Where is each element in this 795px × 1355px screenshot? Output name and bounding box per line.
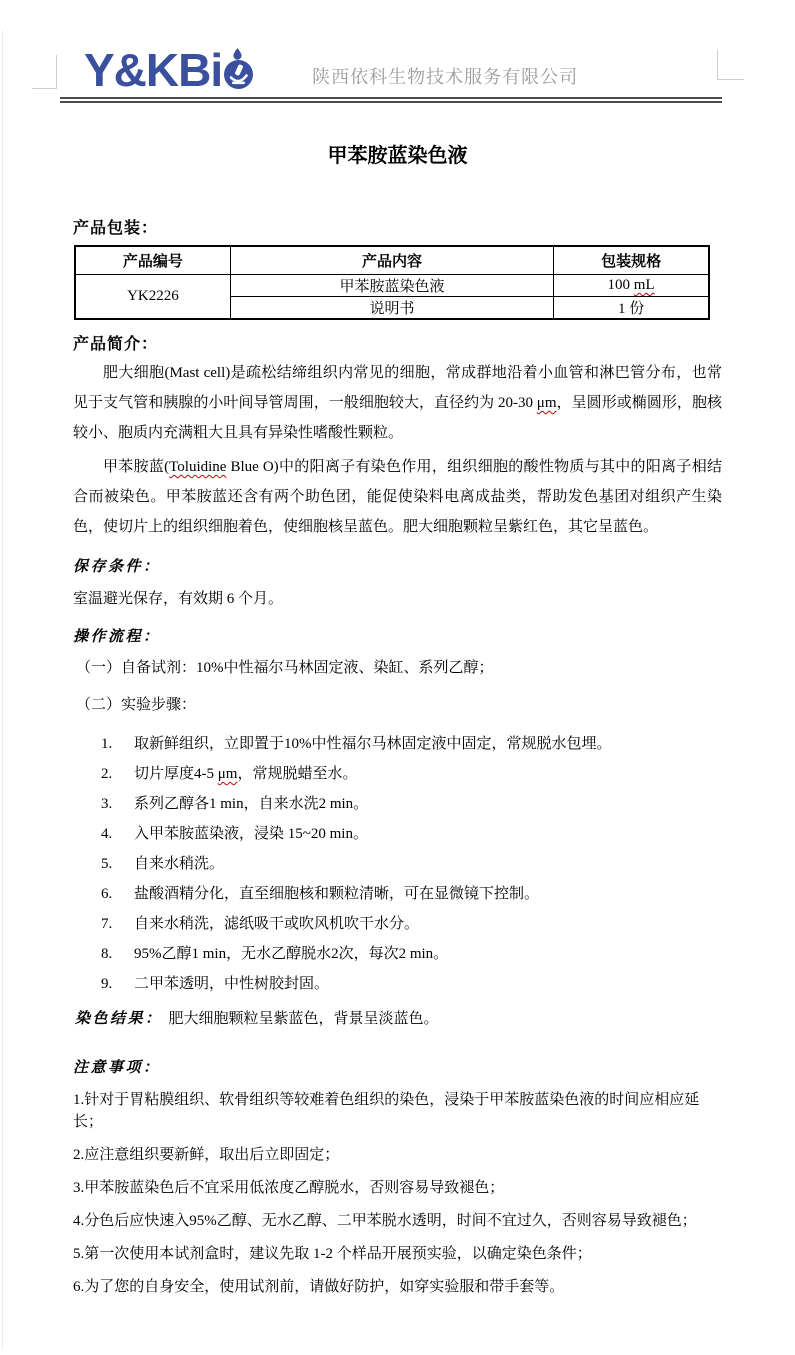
section-heading-procedure: 操作流程： <box>73 629 161 645</box>
packaging-table <box>74 245 710 320</box>
intro-paragraph-1 <box>73 358 722 448</box>
note-item-2: 2.应注意组织要新鲜，取出后立即固定； <box>73 1147 340 1163</box>
note-item-5: 5.第一次使用本试剂盒时，建议先取 1-2 个样品开展预实验，以确定染色条件； <box>73 1246 592 1262</box>
section-heading-storage: 保存条件： <box>73 559 161 575</box>
spellcheck-word: μm <box>217 766 238 782</box>
notes-list <box>73 1089 722 1298</box>
step-number: 8. <box>101 946 113 962</box>
step-item-7 <box>73 914 722 935</box>
step-number: 5. <box>101 856 113 872</box>
result-text: 肥大细胞颗粒呈紫蓝色，背景呈淡蓝色。 <box>168 1011 439 1027</box>
step-text: 系列乙醇各1 min，自来水洗2 min。 <box>134 796 369 812</box>
step-item-3 <box>73 794 722 815</box>
paragraph-text: 肥大细胞(Mast cell)是疏松结缔组织内常见的细胞，常成群地沿着小血管和淋巴管分布，也常见于支气管和胰腺的小叶间导管周围，一般细胞较大，直径约为 20-30 <box>73 365 722 411</box>
step-number: 4. <box>101 826 113 842</box>
step-number: 1. <box>101 736 113 752</box>
procedure-part1: （一）自备试剂：10%中性福尔马林固定液、染缸、系列乙醇； <box>76 660 494 676</box>
pack-spec-cell <box>554 275 709 297</box>
storage-text: 室温避光保存，有效期 6 个月。 <box>73 591 284 607</box>
step-item-4 <box>73 824 722 845</box>
step-text: 二甲苯透明，中性树胶封固。 <box>134 976 330 992</box>
product-content-cell: 说明书 <box>230 297 553 320</box>
col-header-product-content: 产品内容 <box>230 246 553 275</box>
step-text: 盐酸酒精分化，直至细胞核和颗粒清晰，可在显微镜下控制。 <box>134 886 540 902</box>
staining-result <box>75 1008 722 1030</box>
step-text: 95%乙醇1 min，无水乙醇脱水2次，每次2 min。 <box>134 946 449 962</box>
table-row <box>75 275 709 297</box>
step-item-5 <box>73 854 722 875</box>
procedure-steps-list <box>73 734 722 995</box>
step-item-1 <box>73 734 722 755</box>
document-title: 甲苯胺蓝染色液 <box>327 145 468 167</box>
company-name: 陕西依科生物技术服务有限公司 <box>312 67 579 87</box>
step-number: 6. <box>101 886 113 902</box>
section-heading-intro: 产品简介： <box>73 336 159 353</box>
step-text: ，常规脱蜡至水。 <box>237 766 358 782</box>
note-item-3: 3.甲苯胺蓝染色后不宜采用低浓度乙醇脱水，否则容易导致褪色； <box>73 1180 505 1196</box>
col-header-product-code: 产品编号 <box>75 246 230 275</box>
procedure-part2: （二）实验步骤： <box>76 697 197 713</box>
step-text: 入甲苯胺蓝染液，浸染 15~20 min。 <box>134 826 368 842</box>
spec-number: 100 <box>607 277 634 293</box>
col-header-pack-spec: 包装规格 <box>554 246 709 275</box>
note-item-4: 4.分色后应快速入95%乙醇、无水乙醇、二甲苯脱水透明，时间不宜过久，否则容易导致褪色； <box>73 1213 697 1229</box>
step-text: 自来水稍洗，滤纸吸干或吹风机吹干水分。 <box>134 916 420 932</box>
spellcheck-word: μm <box>536 395 557 411</box>
step-number: 7. <box>101 916 113 932</box>
step-item-9 <box>73 974 722 995</box>
section-heading-packaging: 产品包装： <box>73 220 159 237</box>
note-item-1: 1.针对于胃粘膜组织、软骨组织等较难着色组织的染色，浸染于甲苯胺蓝染色液的时间应相应延长； <box>73 1092 700 1130</box>
droplet-icon <box>233 48 242 60</box>
step-text: 取新鲜组织，立即置于10%中性福尔马林固定液中固定，常规脱水包埋。 <box>134 736 612 752</box>
paragraph-text: ，呈圆形或椭圆形，胞核较小、胞质内充满粗大且具有异染性嗜酸性颗粒。 <box>73 395 722 441</box>
spellcheck-word: Toluidine <box>169 459 227 475</box>
product-code-cell: YK2226 <box>75 275 230 320</box>
document-body <box>73 215 722 1298</box>
note-item-6: 6.为了您的自身安全，使用试剂前，请做好防护，如穿实验服和带手套等。 <box>73 1279 565 1295</box>
page-edge-line <box>2 30 3 1350</box>
step-text: 自来水稍洗。 <box>134 856 225 872</box>
step-item-2 <box>73 764 722 785</box>
header-divider <box>60 97 722 103</box>
microscope-icon <box>223 59 254 90</box>
step-number: 9. <box>101 976 113 992</box>
paragraph-text: 甲苯胺蓝( <box>103 459 170 475</box>
logo-text: Y&KBi <box>84 43 223 96</box>
step-item-6 <box>73 884 722 905</box>
paragraph-text: Blue O)中的阳离子有染色作用，组织细胞的酸性物质与其中的阳离子相结合而被染色。甲苯胺蓝还含有两个助色团，能促使染料电离成盐类，帮助发色基团对组织产生染色，使切片上的组织细胞着色，使细胞核呈蓝色。肥大细胞颗粒呈紫红色，其它呈蓝色。 <box>73 459 722 535</box>
table-header-row <box>75 246 709 275</box>
step-number: 2. <box>101 766 113 782</box>
product-content-cell: 甲苯胺蓝染色液 <box>230 275 553 297</box>
result-label: 染色结果： <box>75 1011 163 1027</box>
step-text: 切片厚度4-5 <box>134 766 218 782</box>
pack-spec-cell: 1 份 <box>554 297 709 320</box>
step-item-8 <box>73 944 722 965</box>
spec-unit-spellcheck: mL <box>633 277 655 293</box>
intro-paragraph-2 <box>73 452 722 542</box>
step-number: 3. <box>101 796 113 812</box>
letterhead <box>0 0 795 96</box>
company-logo <box>84 43 254 96</box>
section-heading-notes: 注意事项： <box>73 1060 161 1076</box>
